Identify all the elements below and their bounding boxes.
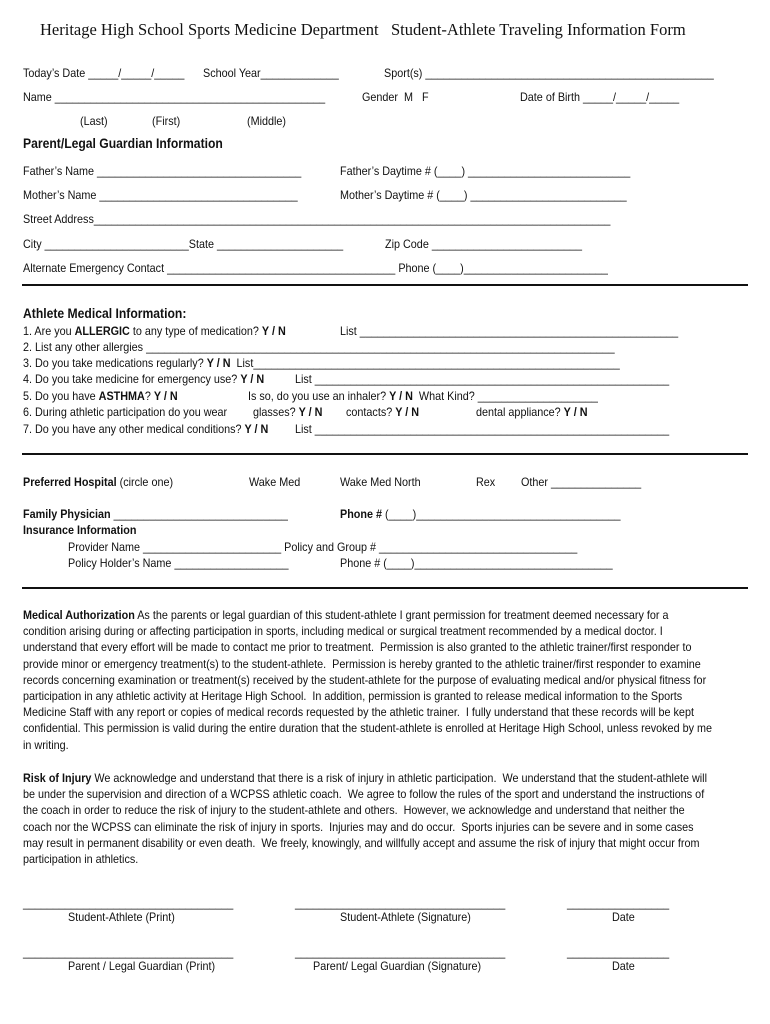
- last-name-label: (Last): [80, 114, 108, 128]
- question-asthma: 5. Do you have ASTHMA? Y / N: [23, 389, 178, 403]
- hospital-option-wake-med-north[interactable]: Wake Med North: [340, 475, 421, 489]
- section-divider: [22, 453, 748, 455]
- mother-phone-field[interactable]: Mother’s Daytime # (____) __________________________: [340, 188, 627, 202]
- middle-name-label: (Middle): [247, 114, 287, 128]
- risk-of-injury-paragraph: Risk of Injury We acknowledge and understand that there is a risk of injury in athletic participation. We understand that the student-athlete will be under the supervision and direction of a WCPSS athletic coach. We agree to follow the rules of the sport and understand the instructions of the coach in order to reduce the risk of injury to the student-athlete and others. However, we acknowledge and understand that neither the coach nor the WCPSS can eliminate the risk of injury in sports. Injuries may and do occur. Sports injuries can be severe and in some cases may result in permanent disability or even death. We freely, knowingly, and willfully accept and assume the risk of injury that might occur from participation in athletics.: [23, 771, 707, 867]
- dental-yes-no[interactable]: Y / N: [563, 405, 588, 419]
- physician-phone-field[interactable]: Phone # (____)__________________________________: [340, 507, 621, 521]
- athlete-signature-label: Student-Athlete (Signature): [340, 910, 471, 924]
- question-allergic: 1. Are you ALLERGIC to any type of medication? Y / N: [23, 324, 286, 338]
- parent-date-label: Date: [612, 959, 635, 973]
- contacts-yes-no[interactable]: Y / N: [395, 405, 420, 419]
- hospital-option-other[interactable]: Other _______________: [521, 475, 642, 489]
- policy-holder-phone-field[interactable]: Phone # (____)_________________________________: [340, 556, 613, 570]
- inhaler-yes-no[interactable]: Y / N: [389, 389, 413, 403]
- section-divider: [22, 284, 748, 286]
- preferred-hospital-label: Preferred Hospital (circle one): [23, 475, 174, 489]
- father-phone-field[interactable]: Father’s Daytime # (____) ___________________________: [340, 164, 631, 178]
- name-field[interactable]: Name _____________________________________________: [23, 90, 326, 104]
- policy-holder-field[interactable]: Policy Holder’s Name ___________________: [68, 556, 289, 570]
- alternate-contact-field[interactable]: Alternate Emergency Contact ______________________________________ Phone (____)________________________: [23, 261, 608, 275]
- emergency-medicine-list-field[interactable]: List ___________________________________________________________: [295, 372, 670, 386]
- athlete-print-label: Student-Athlete (Print): [68, 910, 175, 924]
- medications-list-field[interactable]: List_____________________________________________________________: [230, 356, 620, 370]
- parent-print-line[interactable]: ___________________________________: [23, 945, 234, 959]
- section-divider: [22, 587, 748, 589]
- glasses-yes-no[interactable]: Y / N: [298, 405, 323, 419]
- hospital-option-wake-med[interactable]: Wake Med: [249, 475, 301, 489]
- city-state-field[interactable]: City ________________________State _____________________: [23, 237, 344, 251]
- hospital-option-rex[interactable]: Rex: [476, 475, 496, 489]
- zip-code-field[interactable]: Zip Code _________________________: [385, 237, 582, 251]
- athlete-signature-line[interactable]: ___________________________________: [295, 896, 506, 910]
- parent-signature-line[interactable]: ___________________________________: [295, 945, 506, 959]
- question-wear: 6. During athletic participation do you wear: [23, 405, 228, 419]
- other-conditions-list-field[interactable]: List ___________________________________________________________: [295, 422, 670, 436]
- other-allergies-field[interactable]: 2. List any other allergies ______________________________________________________________________________: [23, 340, 615, 354]
- question-other-conditions: 7. Do you have any other medical conditions? Y / N: [23, 422, 269, 436]
- asthma-yes-no[interactable]: Y / N: [153, 389, 178, 403]
- medications-yes-no[interactable]: Y / N: [206, 356, 231, 370]
- allergic-list-field[interactable]: List _____________________________________________________: [340, 324, 679, 338]
- sports-field[interactable]: Sport(s) ________________________________________________: [384, 66, 714, 80]
- parent-signature-label: Parent/ Legal Guardian (Signature): [313, 959, 482, 973]
- inhaler-kind-field[interactable]: What Kind? ____________________: [412, 389, 598, 403]
- question-inhaler: Is so, do you use an inhaler? Y / N What Kind? ____________________: [248, 389, 598, 403]
- dental-question: dental appliance? Y / N: [476, 405, 588, 419]
- athlete-date-line[interactable]: _________________: [567, 896, 670, 910]
- todays-date-field[interactable]: Today’s Date _____/_____/_____: [23, 66, 185, 80]
- provider-policy-field[interactable]: Provider Name _______________________ Policy and Group # _________________________________: [68, 540, 578, 554]
- mother-name-field[interactable]: Mother’s Name _________________________________: [23, 188, 298, 202]
- father-name-field[interactable]: Father’s Name __________________________________: [23, 164, 302, 178]
- family-physician-field[interactable]: Family Physician _____________________________: [23, 507, 288, 521]
- insurance-heading: Insurance Information: [23, 523, 137, 537]
- form-title: Heritage High School Sports Medicine Department Student-Athlete Traveling Information Form: [40, 20, 686, 39]
- question-medications: 3. Do you take medications regularly? Y / N List_____________________________________________________________: [23, 356, 620, 370]
- allergic-yes-no[interactable]: Y / N: [261, 324, 286, 338]
- street-address-field[interactable]: Street Address______________________________________________________________________________________: [23, 212, 611, 226]
- contacts-question: contacts? Y / N: [346, 405, 420, 419]
- school-year-field[interactable]: School Year_____________: [203, 66, 339, 80]
- athlete-date-label: Date: [612, 910, 635, 924]
- athlete-print-line[interactable]: ___________________________________: [23, 896, 234, 910]
- medical-section-heading: Athlete Medical Information:: [23, 306, 187, 321]
- gender-field[interactable]: Gender M F: [362, 90, 429, 104]
- first-name-label: (First): [152, 114, 181, 128]
- emergency-medicine-yes-no[interactable]: Y / N: [240, 372, 265, 386]
- other-conditions-yes-no[interactable]: Y / N: [244, 422, 269, 436]
- parent-section-heading: Parent/Legal Guardian Information: [23, 136, 223, 151]
- medical-authorization-paragraph: Medical Authorization As the parents or legal guardian of this student-athlete I grant permission for treatment deemed necessary for a condition arising during or affecting participation in sports, including medical or surgical treatment recommended by a medical doctor. I understand that every effort will be made to contact me prior to treatment. Permission is also granted to the athletic trainer/first responder to provide minor or emergency treatment(s) to the student-athlete. Permission is hereby granted to the athletic trainer/first responder to examine records concerning examination or treatment(s) received by the student-athlete for the purpose of evaluating medical and/or physical fitness for participation in any athletic activity at Heritage High School. In addition, permission is granted to release medical information to the Sports Medicine Staff with any report or copies of medical records requested by the athletic trainer. I fully understand that these records will be kept confidential. This permission is valid during the entire duration that the student-athlete is enrolled at Heritage High School, unless revoked by me in writing.: [23, 608, 712, 752]
- question-emergency-medicine: 4. Do you take medicine for emergency use? Y / N: [23, 372, 265, 386]
- parent-print-label: Parent / Legal Guardian (Print): [68, 959, 216, 973]
- glasses-question: glasses? Y / N: [253, 405, 323, 419]
- parent-date-line[interactable]: _________________: [567, 945, 670, 959]
- date-of-birth-field[interactable]: Date of Birth _____/_____/_____: [520, 90, 680, 104]
